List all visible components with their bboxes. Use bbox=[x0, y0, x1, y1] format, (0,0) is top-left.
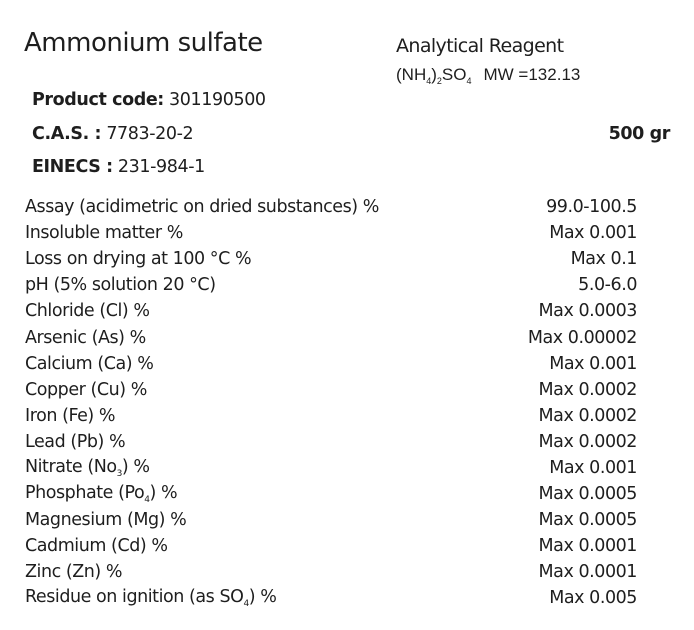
spec-value: Max 0.0002 bbox=[538, 431, 637, 452]
spec-label: Chloride (Cl) % bbox=[25, 301, 150, 322]
spec-row bbox=[25, 220, 637, 246]
einecs-value: 231-984-1 bbox=[112, 157, 205, 177]
spec-value: Max 0.001 bbox=[549, 457, 637, 478]
spec-row bbox=[25, 507, 637, 533]
cas-number bbox=[32, 124, 193, 144]
spec-label: Loss on drying at 100 °C % bbox=[25, 249, 252, 270]
spec-row bbox=[25, 324, 637, 350]
spec-value: Max 0.1 bbox=[570, 249, 637, 270]
spec-row bbox=[25, 351, 637, 377]
spec-label: Cadmium (Cd) % bbox=[25, 536, 168, 557]
spec-label: Insoluble matter % bbox=[25, 223, 183, 244]
spec-value: Max 0.0002 bbox=[538, 405, 637, 426]
spec-row bbox=[25, 533, 637, 559]
spec-label: Copper (Cu) % bbox=[25, 379, 147, 400]
spec-label: Phosphate $(Po_4)$ % bbox=[25, 483, 178, 506]
specification-table bbox=[25, 194, 637, 612]
spec-row bbox=[25, 481, 637, 507]
spec-value: 5.0-6.0 bbox=[578, 275, 637, 296]
spec-row bbox=[25, 403, 637, 429]
product-code-value: 301190500 bbox=[163, 90, 266, 110]
spec-value: Max 0.00002 bbox=[527, 327, 637, 348]
spec-value: Max 0.0002 bbox=[538, 379, 637, 400]
cas-label: C.A.S. : bbox=[32, 124, 102, 144]
molecular-weight: MW =132.13 bbox=[483, 65, 581, 84]
spec-row bbox=[25, 429, 637, 455]
spec-label: Arsenic (As) % bbox=[25, 327, 146, 348]
spec-label: Residue on ignition (as $SO_4$) % bbox=[25, 587, 277, 610]
spec-label: Nitrate $(No_3)$ % bbox=[25, 456, 150, 479]
product-code bbox=[32, 90, 266, 110]
spec-row bbox=[25, 272, 637, 298]
spec-value: Max 0.0001 bbox=[538, 562, 637, 583]
spec-row bbox=[25, 194, 637, 220]
spec-value: 99.0-100.5 bbox=[546, 197, 637, 218]
spec-label: Lead (Pb) % bbox=[25, 431, 126, 452]
spec-value: Max 0.001 bbox=[549, 353, 637, 374]
cas-value: 7783-20-2 bbox=[101, 124, 194, 144]
spec-value: Max 0.005 bbox=[549, 588, 637, 609]
reagent-grade: Analytical Reagent bbox=[396, 35, 564, 57]
spec-value: Max 0.0003 bbox=[538, 301, 637, 322]
spec-label: Iron (Fe) % bbox=[25, 405, 116, 426]
formula-line bbox=[396, 65, 580, 86]
spec-label: pH (5% solution 20 °C) bbox=[25, 275, 216, 296]
einecs-number bbox=[32, 157, 205, 177]
product-name: Ammonium sulfate bbox=[24, 28, 263, 58]
spec-value: Max 0.0005 bbox=[538, 510, 637, 531]
spec-row bbox=[25, 246, 637, 272]
package-quantity: 500 gr bbox=[608, 124, 670, 144]
spec-label: Assay (acidimetric on dried substances) % bbox=[25, 197, 379, 218]
spec-label: Magnesium (Mg) % bbox=[25, 510, 187, 531]
einecs-label: EINECS : bbox=[32, 157, 113, 177]
spec-row bbox=[25, 585, 637, 611]
spec-label: Calcium (Ca) % bbox=[25, 353, 154, 374]
chemical-formula: $(NH_4)_2SO_4$ bbox=[396, 65, 472, 86]
product-code-label: Product code: bbox=[32, 90, 164, 110]
spec-value: Max 0.001 bbox=[549, 223, 637, 244]
spec-row bbox=[25, 298, 637, 324]
spec-value: Max 0.0001 bbox=[538, 536, 637, 557]
spec-row bbox=[25, 377, 637, 403]
spec-row bbox=[25, 559, 637, 585]
spec-value: Max 0.0005 bbox=[538, 484, 637, 505]
spec-label: Zinc (Zn) % bbox=[25, 562, 123, 583]
spec-row bbox=[25, 455, 637, 481]
